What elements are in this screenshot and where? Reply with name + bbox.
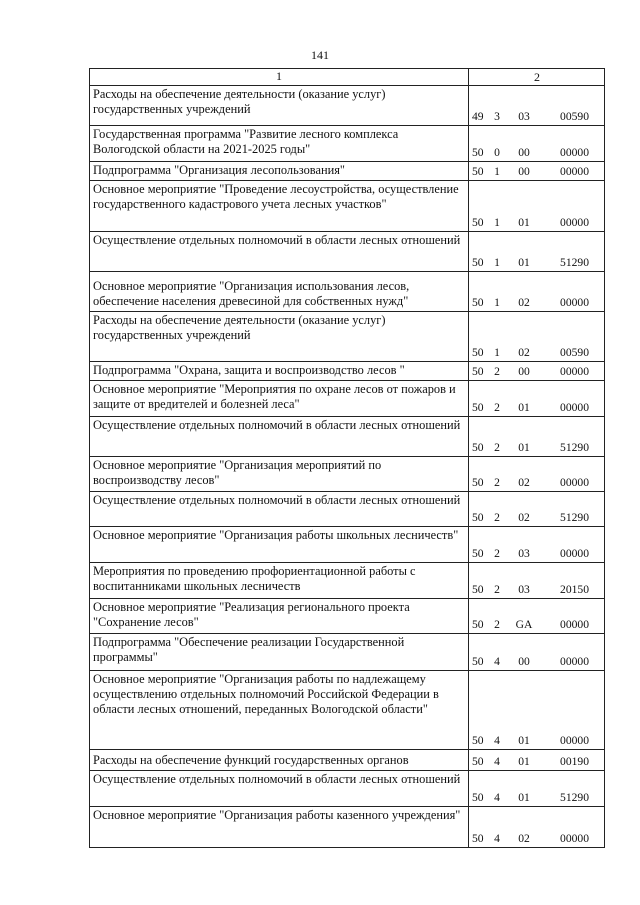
code-direction: 00000 <box>560 296 589 309</box>
code-subprogram: 2 <box>494 511 500 524</box>
code-subprogram: 2 <box>494 583 500 596</box>
row-code <box>469 771 605 807</box>
code-event: 00 <box>518 655 530 668</box>
row-name: Подпрограмма "Обеспечение реализации Государственной программы" <box>90 634 469 671</box>
row-code <box>469 671 605 750</box>
row-code <box>469 417 605 457</box>
code-event: 02 <box>518 511 530 524</box>
row-code <box>469 563 605 599</box>
code-event: 00 <box>518 146 530 159</box>
row-name: Расходы на обеспечение деятельности (оказание услуг) государственных учреждений <box>90 86 469 126</box>
row-code <box>469 750 605 771</box>
row-name: Основное мероприятие "Организация работы по надлежащему осуществлению отдельных полномочий Российской Федерации в области лесных отношений, переданных Вологодской области" <box>90 671 469 750</box>
code-program: 50 <box>472 832 484 845</box>
code-event: 02 <box>518 346 530 359</box>
code-subprogram: 4 <box>494 734 500 747</box>
code-direction: 51290 <box>560 511 589 524</box>
code-event: 03 <box>518 110 530 123</box>
code-direction: 00000 <box>560 618 589 631</box>
code-event: 02 <box>518 832 530 845</box>
table-header-row <box>90 69 605 86</box>
code-event: 02 <box>518 476 530 489</box>
header-col-1: 1 <box>90 69 469 86</box>
code-event: 01 <box>518 216 530 229</box>
table-row <box>90 162 605 181</box>
code-program: 50 <box>472 734 484 747</box>
row-code <box>469 232 605 272</box>
row-code <box>469 381 605 417</box>
code-event: 02 <box>518 296 530 309</box>
row-code <box>469 634 605 671</box>
row-code <box>469 312 605 362</box>
row-name: Осуществление отдельных полномочий в области лесных отношений <box>90 232 469 272</box>
code-direction: 00000 <box>560 365 589 378</box>
header-col-2: 2 <box>469 69 605 86</box>
code-subprogram: 2 <box>494 547 500 560</box>
code-program: 50 <box>472 165 484 178</box>
code-direction: 00590 <box>560 110 589 123</box>
code-program: 50 <box>472 655 484 668</box>
code-program: 50 <box>472 401 484 414</box>
code-direction: 51290 <box>560 256 589 269</box>
code-direction: 00000 <box>560 832 589 845</box>
code-program: 49 <box>472 110 484 123</box>
code-subprogram: 2 <box>494 365 500 378</box>
code-subprogram: 3 <box>494 110 500 123</box>
code-direction: 00000 <box>560 165 589 178</box>
code-program: 50 <box>472 216 484 229</box>
row-name: Основное мероприятие "Организация работы казенного учреждения" <box>90 807 469 848</box>
code-event: 01 <box>518 755 530 768</box>
code-program: 50 <box>472 755 484 768</box>
table-row <box>90 86 605 126</box>
code-event: 03 <box>518 583 530 596</box>
code-direction: 20150 <box>560 583 589 596</box>
table-row <box>90 634 605 671</box>
code-direction: 00000 <box>560 547 589 560</box>
code-program: 50 <box>472 511 484 524</box>
code-subprogram: 4 <box>494 755 500 768</box>
table-row <box>90 599 605 634</box>
table-row <box>90 272 605 312</box>
code-subprogram: 0 <box>494 146 500 159</box>
row-name: Основное мероприятие "Организация мероприятий по воспроизводству лесов" <box>90 457 469 492</box>
row-code <box>469 599 605 634</box>
code-program: 50 <box>472 618 484 631</box>
code-event: 01 <box>518 734 530 747</box>
row-name: Осуществление отдельных полномочий в области лесных отношений <box>90 492 469 527</box>
page-number: 141 <box>311 48 329 62</box>
code-subprogram: 4 <box>494 832 500 845</box>
row-code <box>469 457 605 492</box>
row-code <box>469 181 605 232</box>
code-program: 50 <box>472 296 484 309</box>
table-row <box>90 457 605 492</box>
code-direction: 00000 <box>560 216 589 229</box>
code-direction: 00000 <box>560 476 589 489</box>
row-code <box>469 527 605 563</box>
code-direction: 00000 <box>560 401 589 414</box>
table-row <box>90 671 605 750</box>
row-name: Основное мероприятие "Проведение лесоустройства, осуществление государственного кадастрового учета лесных участков" <box>90 181 469 232</box>
code-direction: 00000 <box>560 734 589 747</box>
row-code <box>469 126 605 162</box>
code-event: 01 <box>518 256 530 269</box>
row-code <box>469 162 605 181</box>
code-direction: 51290 <box>560 441 589 454</box>
table-row <box>90 362 605 381</box>
code-subprogram: 1 <box>494 216 500 229</box>
row-code <box>469 86 605 126</box>
code-event: 03 <box>518 547 530 560</box>
code-subprogram: 1 <box>494 256 500 269</box>
code-event: 00 <box>518 365 530 378</box>
table-row <box>90 527 605 563</box>
code-program: 50 <box>472 441 484 454</box>
code-event: 01 <box>518 401 530 414</box>
row-code <box>469 492 605 527</box>
row-name: Основное мероприятие "Организация работы школьных лесничеств" <box>90 527 469 563</box>
row-code <box>469 807 605 848</box>
table-row <box>90 563 605 599</box>
row-name: Подпрограмма "Организация лесопользования" <box>90 162 469 181</box>
table-row <box>90 126 605 162</box>
code-program: 50 <box>472 346 484 359</box>
table-row <box>90 181 605 232</box>
table-row <box>90 312 605 362</box>
code-direction: 00190 <box>560 755 589 768</box>
row-name: Осуществление отдельных полномочий в области лесных отношений <box>90 771 469 807</box>
code-program: 50 <box>472 476 484 489</box>
table-row <box>90 381 605 417</box>
code-subprogram: 4 <box>494 791 500 804</box>
code-event: 00 <box>518 165 530 178</box>
code-program: 50 <box>472 791 484 804</box>
row-code <box>469 272 605 312</box>
code-direction: 00590 <box>560 346 589 359</box>
code-direction: 00000 <box>560 146 589 159</box>
row-name: Расходы на обеспечение функций государственных органов <box>90 750 469 771</box>
table-row <box>90 750 605 771</box>
code-direction: 00000 <box>560 655 589 668</box>
code-program: 50 <box>472 547 484 560</box>
code-event: GA <box>515 618 533 631</box>
code-subprogram: 4 <box>494 655 500 668</box>
row-name: Основное мероприятие "Организация использования лесов, обеспечение населения древесиной для собственных нужд" <box>90 272 469 312</box>
table-row <box>90 232 605 272</box>
code-program: 50 <box>472 583 484 596</box>
code-event: 01 <box>518 791 530 804</box>
code-subprogram: 2 <box>494 441 500 454</box>
code-program: 50 <box>472 365 484 378</box>
table-row <box>90 771 605 807</box>
code-subprogram: 1 <box>494 296 500 309</box>
code-subprogram: 1 <box>494 165 500 178</box>
row-code <box>469 362 605 381</box>
code-subprogram: 2 <box>494 401 500 414</box>
row-name: Основное мероприятие "Реализация регионального проекта "Сохранение лесов" <box>90 599 469 634</box>
code-direction: 51290 <box>560 791 589 804</box>
table-row <box>90 417 605 457</box>
row-name: Подпрограмма "Охрана, защита и воспроизводство лесов " <box>90 362 469 381</box>
table-row <box>90 492 605 527</box>
row-name: Осуществление отдельных полномочий в области лесных отношений <box>90 417 469 457</box>
budget-classification-table <box>89 68 605 848</box>
code-subprogram: 2 <box>494 476 500 489</box>
row-name: Расходы на обеспечение деятельности (оказание услуг) государственных учреждений <box>90 312 469 362</box>
row-name: Мероприятия по проведению профориентационной работы с воспитанниками школьных лесничеств <box>90 563 469 599</box>
code-subprogram: 1 <box>494 346 500 359</box>
table-row <box>90 807 605 848</box>
code-event: 01 <box>518 441 530 454</box>
code-subprogram: 2 <box>494 618 500 631</box>
code-program: 50 <box>472 256 484 269</box>
code-program: 50 <box>472 146 484 159</box>
row-name: Государственная программа "Развитие лесного комплекса Вологодской области на 2021-2025 годы" <box>90 126 469 162</box>
row-name: Основное мероприятие "Мероприятия по охране лесов от пожаров и защите от вредителей и болезней леса" <box>90 381 469 417</box>
